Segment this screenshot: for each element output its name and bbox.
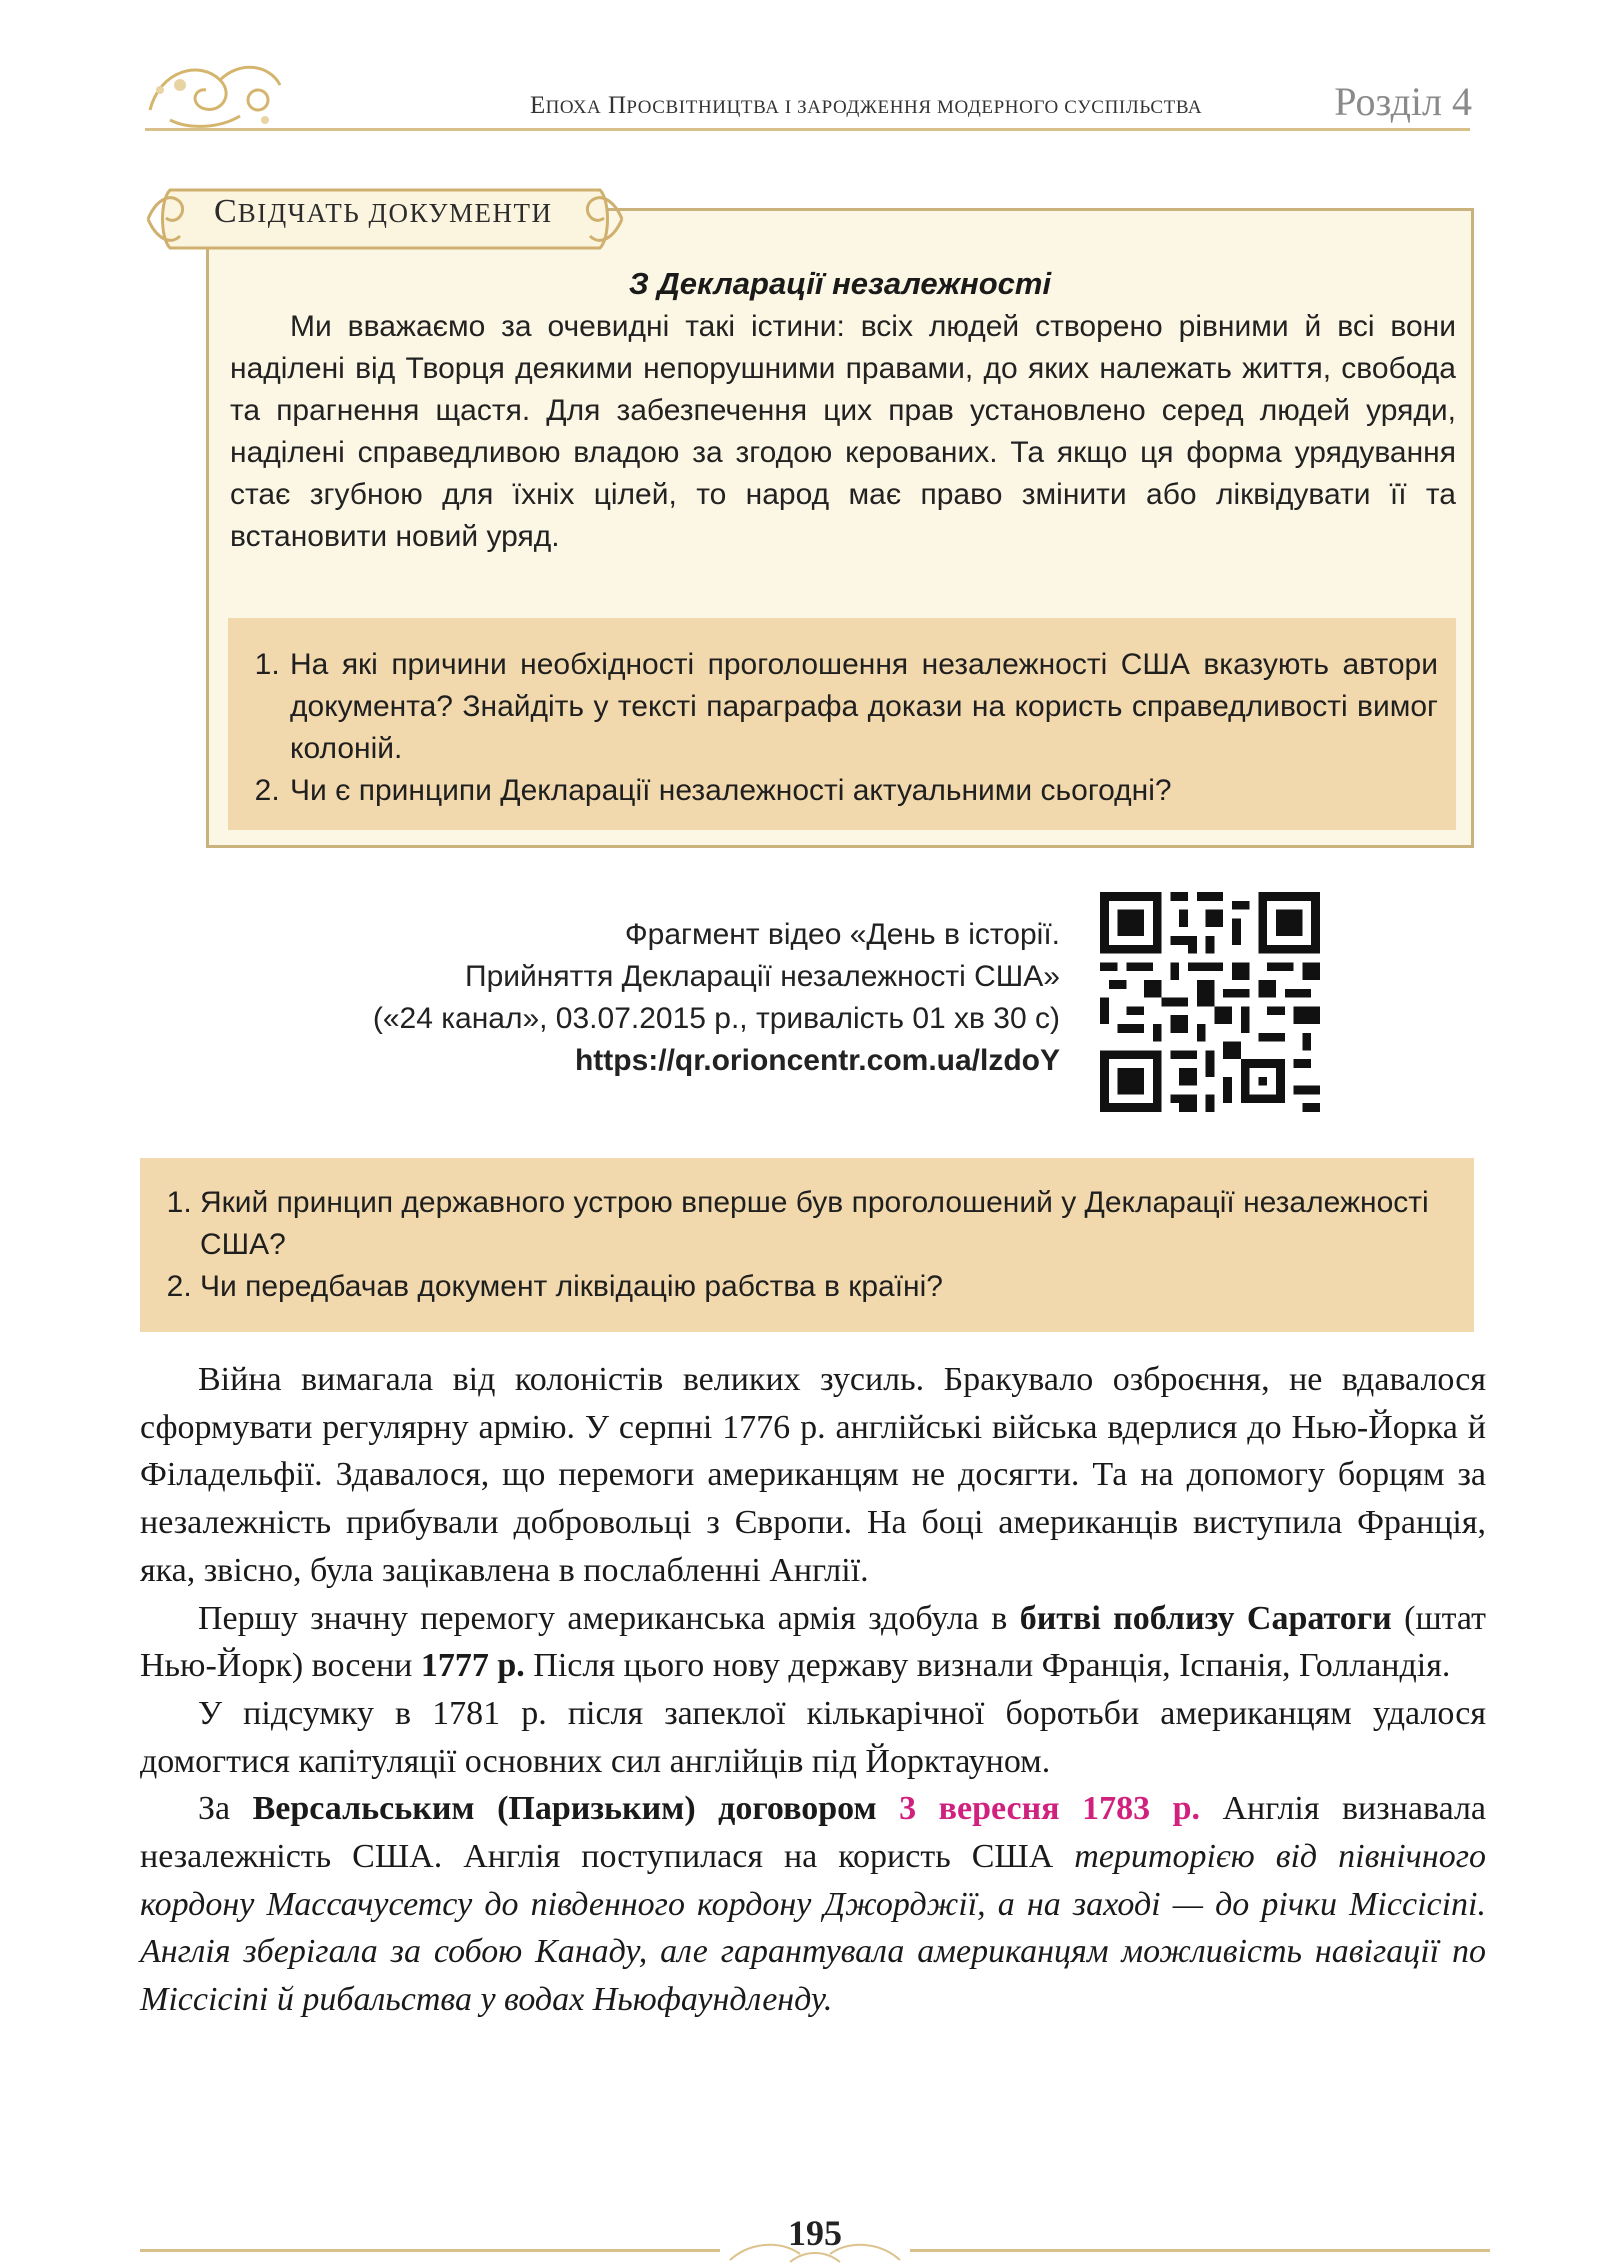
date-highlight: 3 вересня 1783 р. [899,1790,1200,1828]
questions-box [140,1158,1474,1332]
header-title: ЕПОХА ПРОСВІТНИЦТВА І ЗАРОДЖЕННЯ МОДЕРНОГО СУСПІЛЬСТВА [530,92,1203,119]
video-caption [180,914,1060,1082]
paragraph: У підсумку в 1781 р. після запеклої кількарічної боротьби американцям удалося домогтися капітуляції основних сил англійців під Йорктауном. [140,1694,1486,1780]
corner-ornament-icon [140,50,290,140]
footer-divider [140,2249,720,2252]
document-banner-label: СВІДЧАТЬ ДОКУМЕНТИ [214,193,553,230]
document-questions [228,618,1456,830]
header-divider [145,128,1470,131]
list-item: 1. Який принцип державного устрою вперше був проголошений у Декларації незалежності США? [200,1182,1454,1266]
main-text [140,1356,1486,2024]
paragraph: За Версальським (Паризьким) договором 3 вересня 1783 р. Англія визнавала незалежність США. Англія поступилася на користь США територією від північного кордону Массачусетсу до південного кордону Джорджії, а на заході — до річки Міссісіпі. Англія зберігала за собою Канаду, але гарантувала американцям можливість навігації по Міссісіпі й рибальства у водах Ньюфаундленду. [140,1790,1487,2019]
chapter-label: Розділ 4 [1334,79,1472,124]
qr-code-icon[interactable] [1100,892,1320,1112]
video-caption-line: Фрагмент відео «День в історії. [624,918,1060,951]
list-item: 2. Чи передбачав документ ліквідацію рабства в країні? [200,1266,1454,1308]
page-number: 195 [788,2213,842,2253]
list-item: 1. На які причини необхідності проголошення незалежності США вказують автори документа? Знайдіть у тексті параграфа докази на користь справедливості вимог колоній. [288,644,1438,770]
document-title: З Декларації незалежності [628,266,1052,301]
video-caption-line: Прийняття Декларації незалежності США» [465,960,1060,993]
paragraph: Війна вимагала від колоністів великих зусиль. Бракувало озброєння, не вдавалося сформувати регулярну армію. У серпні 1776 р. англійські війська вдерлися до Нью-Йорка й Філадельфії. Здавалося, що перемоги американцям не досягти. Та на допомогу борцям за незалежність прибували добровольці з Європи. На боці американців виступила Франція, яка, звісно, була зацікавлена в послабленні Англії. [140,1361,1486,1589]
list-item: 2. Чи є принципи Декларації незалежності актуальними сьогодні? [288,770,1438,812]
document-quote: Ми вважаємо за очевидні такі істини: всіх людей створено рівними й всі вони наділені від Творця деякими непорушними правами, до яких належать життя, свобода та прагнення щастя. Для забезпечення цих прав установлено серед людей уряди, наділені справедливою владою за згодою керованих. Та якщо ця форма урядування стає згубною для їхніх цілей, то народ має право змінити або ліквідувати її та встановити новий уряд. [230,310,1456,553]
video-caption-line: («24 канал», 03.07.2015 р., тривалість 01 хв 30 с) [372,1002,1060,1035]
paragraph: Першу значну перемогу американська армія здобула в битві поблизу Саратоги (штат Нью-Йорк) восени 1777 р. Після цього нову державу визнали Франція, Іспанія, Голландія. [140,1599,1486,1685]
footer-divider [910,2249,1490,2252]
video-link[interactable]: https://qr.orioncentr.com.ua/lzdoY [574,1044,1060,1077]
